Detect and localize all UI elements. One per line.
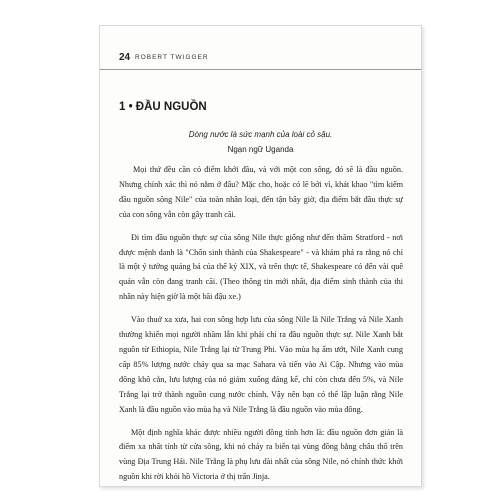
epigraph-quote: Dòng nước là sức mạnh của loài cỏ sậu. [188, 130, 333, 139]
paragraph: Vào thuở xa xưa, hai con sông hợp lưu của sông Nile là Nile Trắng và Nile Xanh thường khiến mọi người nhầm lẫn khi phải chỉ ra đầu nguồn thực sự. Nile Xanh bắt nguồn từ Ethiopia, Nile Trắng lại từ Trung Phi. Vào mùa hạ ẩm ướt, Nile Xanh cung cấp 85% lượng nước chảy qua sa mạc Sahara và tiến vào Ai Cập. Nhưng vào mùa đông khô cằn, lưu lượng của nó giảm xuống đáng kể, chỉ còn chưa đến 5%, và Nile Trắng lại trở thành nguồn cung nước chính. Vậy nên bạn có thể lập luận rằng Nile Xanh là đầu nguồn vào mùa hạ và Nile Trắng là đầu nguồn vào mùa đông. [119, 315, 403, 414]
paragraph: Mọi thứ đều cần có điểm khởi đầu, và với một con sông, đó sẽ là đầu nguồn. Nhưng chính xác thì nó nằm ở đâu? Mặc cho, hoặc có lẽ bởi vì, khát khao "tìm kiếm đầu nguồn sông Nile" của toàn nhân loại, đến tận bây giờ, địa điểm bắt đầu thực sự của con sông vẫn còn gây tranh cãi. [119, 165, 403, 219]
page-number: 24 [119, 52, 131, 63]
paragraph: Đi tìm đầu nguồn thực sự của sông Nile thực giống như đến thăm Stratford - nơi được mệnh danh là "Chốn sinh thành của Shakespeare" - và khám phá ra rằng nó chỉ là một ý tưởng quảng bá của thế kỷ XIX, và trên thực tế, Shakespeare có đến vài quê quán vẫn còn đang tranh cãi. (Theo thông tin mới nhất, địa điểm sinh thành của thi nhân này hiện giờ là một bãi đậu xe.) [119, 232, 403, 302]
running-head-author: ROBERT TWIGGER [135, 54, 209, 61]
epigraph-source: Ngạn ngữ Uganda [227, 145, 294, 154]
header-rule [100, 69, 421, 70]
chapter-title: 1 • ĐẦU NGUỒN [119, 101, 207, 113]
paragraph: Một định nghĩa khác được nhiều người đồng tình hơn là: đầu nguồn đơn giản là điểm xa nhất tính từ cửa sông, khi nó chảy ra biển tại vùng đồng bằng châu thổ trên vùng Địa Trung Hải. Nile Trắng là phụ lưu dài nhất của sông Nile, nó chính thức khởi nguồn khi rời khỏi hồ Victoria ở thị trấn Jinja. [119, 427, 403, 482]
book-page [99, 25, 422, 487]
body-text [119, 163, 403, 487]
